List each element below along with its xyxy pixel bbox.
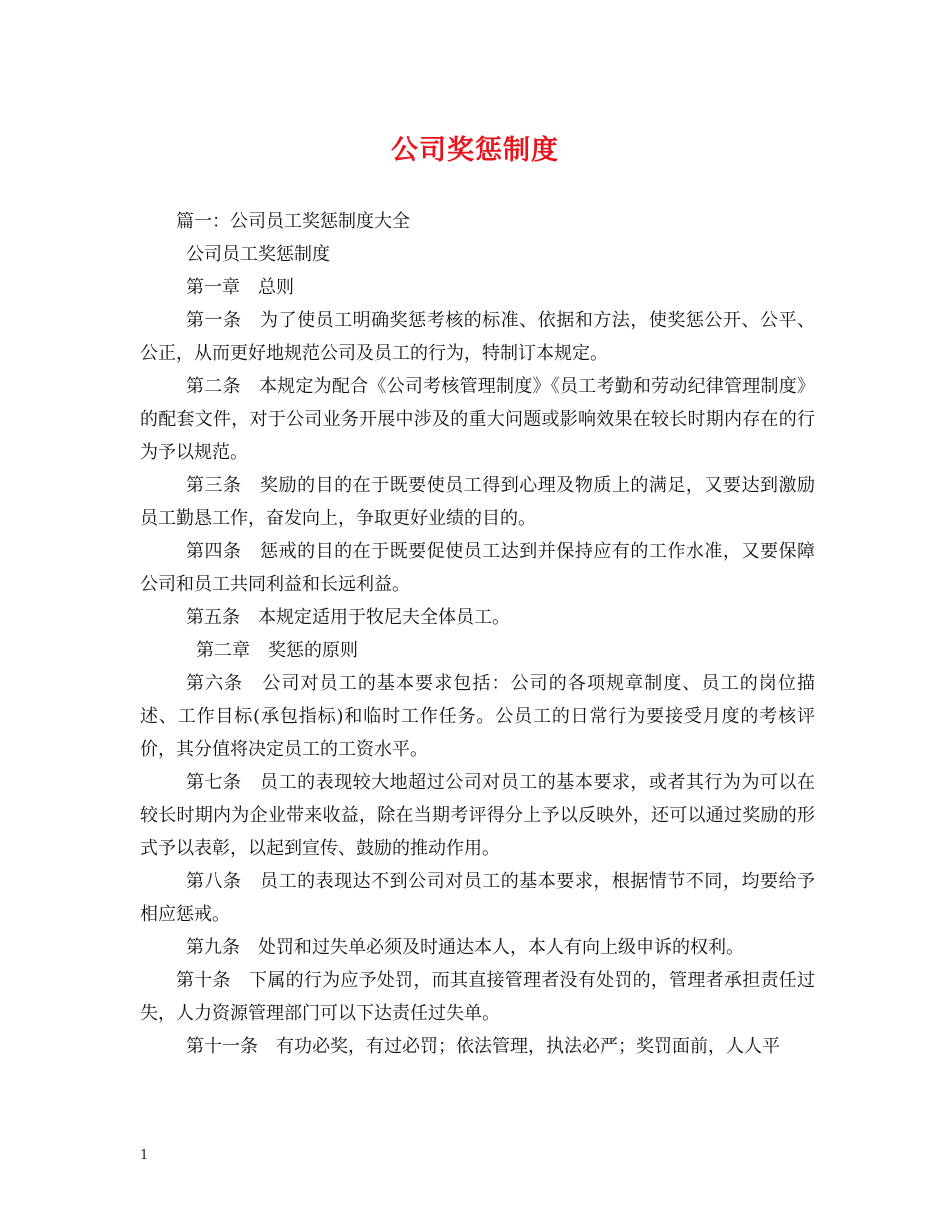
chapter-heading: 第二章 奖惩的原则 [196, 640, 358, 661]
article-paragraph: 第十条 下属的行为应予处罚，而其直接管理者没有处罚的，管理者承担责任过失，人力资源管理部门可以下达责任过失单。 [140, 970, 815, 1024]
document-title: 公司奖惩制度 [391, 135, 559, 166]
article-paragraph: 第五条 本规定适用于牧尼夫全体员工。 [186, 607, 510, 628]
article-paragraph: 第二条 本规定为配合《公司考核管理制度》《员工考勤和劳动纪律管理制度》的配套文件，对于公司业务开展中涉及的重大问题或影响效果在较长时期内存在的行为予以规范。 [140, 376, 815, 463]
article-paragraph: 第七条 员工的表现较大地超过公司对员工的基本要求，或者其行为为可以在较长时期内为企业带来收益，除在当期考评得分上予以反映外，还可以通过奖励的形式予以表彰，以起到宣传、鼓励的推动作用。 [140, 772, 815, 859]
article-paragraph: 第十一条 有功必奖，有过必罚；依法管理，执法必严；奖罚面前，人人平 [186, 1036, 780, 1057]
article-paragraph: 第八条 员工的表现达不到公司对员工的基本要求，根据情节不同，均要给予相应惩戒。 [140, 871, 815, 925]
article-paragraph: 第九条 处罚和过失单必须及时通达本人，本人有向上级申诉的权利。 [186, 937, 744, 958]
article-paragraph: 第六条 公司对员工的基本要求包括：公司的各项规章制度、员工的岗位描述、工作目标(承包指标)和临时工作任务。公员工的日常行为要接受月度的考核评价，其分值将决定员工的工资水平。 [140, 673, 815, 760]
section-heading: 篇一：公司员工奖惩制度大全 [176, 211, 410, 232]
article-paragraph: 第三条 奖励的目的在于既要使员工得到心理及物质上的满足，又要达到激励员工勤恳工作，奋发向上，争取更好业绩的目的。 [140, 475, 815, 529]
article-paragraph: 第四条 惩戒的目的在于既要促使员工达到并保持应有的工作水准，又要保障公司和员工共同利益和长远利益。 [140, 541, 815, 595]
subtitle: 公司员工奖惩制度 [186, 244, 330, 265]
page-number: 1 [140, 1148, 149, 1163]
document-body [140, 205, 815, 1063]
article-paragraph: 第一条 为了使员工明确奖惩考核的标准、依据和方法，使奖惩公开、公平、公正，从而更好地规范公司及员工的行为，特制订本规定。 [140, 310, 815, 364]
chapter-heading: 第一章 总则 [186, 277, 294, 298]
